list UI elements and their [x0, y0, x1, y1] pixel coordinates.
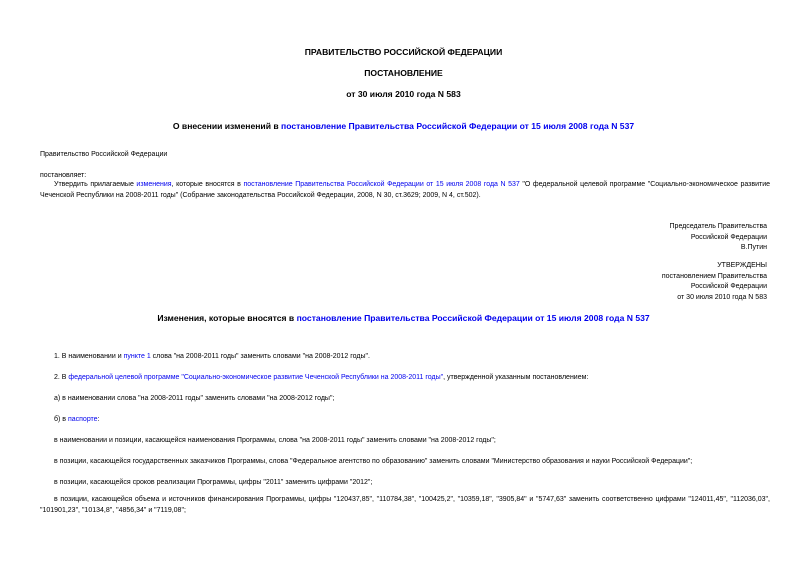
item-2-b: б) в паспорте:	[54, 416, 100, 423]
approval-line-4: от 30 июля 2010 года N 583	[677, 293, 767, 301]
signature-title-line-2: Российской Федерации	[690, 233, 767, 241]
title-prefix: О внесении изменений в	[172, 121, 282, 131]
item-2-a: а) в наименовании слова "на 2008-2011 годы" заменить словами "на 2008-2012 годы";	[54, 395, 335, 402]
signature-name: В.Путин	[740, 244, 767, 252]
decides-text: постановляет:	[40, 172, 87, 179]
preamble-paragraph: Утвердить прилагаемые изменения, которые вносятся в постановление Правительства Российской Федерации от 15 июля 2008 года N 537 "О федеральной целевой программе "Социально-экономическое развитие Чеченской Республики на 2008-2011 годы" (Собрание законодательства Российской Федерации, 2008, N 30, ст.3629; 2009, N 4, ст.502).	[40, 181, 771, 199]
passport-link[interactable]: паспорте	[67, 416, 98, 423]
item-2-b-terms: в позиции, касающейся сроков реализации Программы, цифры "2011" заменить цифрами "2012";	[54, 479, 373, 486]
item-2-b-name: в наименовании и позиции, касающейся наименования Программы, слова "на 2008-2011 годы" заменить словами "на 2008-2012 годы";	[54, 437, 496, 444]
approval-line-2: постановлением Правительства	[661, 272, 767, 280]
government-heading: ПРАВИТЕЛЬСТВО РОССИЙСКОЙ ФЕДЕРАЦИИ	[304, 47, 503, 57]
changes-title-link[interactable]: постановление Правительства Российской Федерации от 15 июля 2008 года N 537	[296, 313, 650, 323]
program-link[interactable]: федеральной целевой программе "Социально-экономическое развитие Чеченской Республики на 2008-2011 годы"	[68, 374, 444, 381]
item-2-b-financing: в позиции, касающейся объема и источников финансирования Программы, цифры "120437,85", "110784,38", "100425,2", "10359,18", "3905,84" и "5747,63" заменить соответственно цифрами "124011,45", "112036,03", "101901,23", "10134,8", "4856,34" и "7119,08";	[40, 496, 770, 514]
changes-title: Изменения, которые вносятся в постановление Правительства Российской Федерации от 15 июля 2008 года N 537	[157, 313, 650, 323]
title-link-decree-537[interactable]: постановление Правительства Российской Федерации от 15 июля 2008 года N 537	[281, 121, 635, 131]
approval-block	[662, 261, 767, 303]
item-2: 2. В федеральной целевой программе "Социально-экономическое развитие Чеченской Республики на 2008-2011 годы", утвержденной указанным постановлением:	[54, 374, 589, 381]
signature-title-line-1: Председатель Правительства	[669, 223, 767, 230]
document-type-heading: ПОСТАНОВЛЕНИЕ	[364, 68, 443, 78]
signature-block	[670, 222, 767, 254]
item-2-b-customers: в позиции, касающейся государственных заказчиков Программы, слова "Федеральное агентство по образованию" заменить словами "Министерство образования и науки Российской Федерации";	[54, 458, 693, 465]
document-title	[0, 121, 807, 131]
approval-line-3: Российской Федерации	[690, 283, 767, 291]
changes-link[interactable]: изменения	[136, 181, 172, 188]
item-1: 1. В наименовании и пункте 1 слова "на 2008-2011 годы" заменить словами "на 2008-2012 годы".	[54, 353, 370, 360]
item-1-link[interactable]: пункте 1	[123, 353, 151, 360]
approval-line-1: УТВЕРЖДЕНЫ	[717, 262, 767, 269]
document-date-number: от 30 июля 2010 года N 583	[346, 89, 461, 99]
decree-537-link[interactable]: постановление Правительства Российской Федерации от 15 июля 2008 года N 537	[243, 181, 520, 188]
issuer-text: Правительство Российской Федерации	[40, 151, 168, 158]
